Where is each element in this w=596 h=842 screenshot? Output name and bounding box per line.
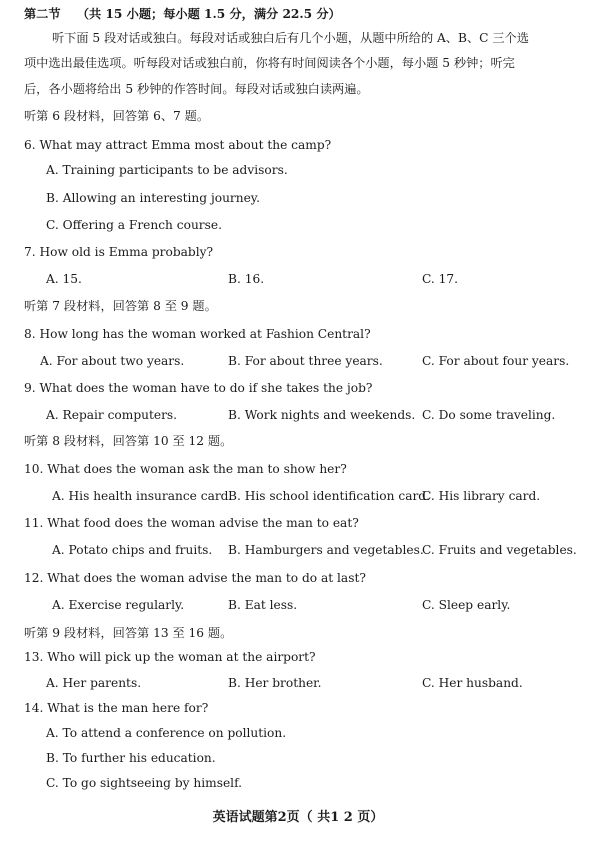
question-6-option-a: A. Training participants to be advisors. — [46, 163, 288, 177]
question-7-option-c: C. 17. — [422, 272, 459, 286]
question-7-option-b: B. 16. — [228, 272, 265, 286]
section-description: （共 15 小题；每小题 1.5 分，满分 22.5 分） — [76, 7, 341, 21]
question-11-option-c: C. Fruits and vegetables. — [422, 543, 577, 557]
question-8-option-b: B. For about three years. — [228, 354, 383, 368]
question-13-option-c: C. Her husband. — [422, 676, 523, 690]
instruction-line-2: 项中选出最佳选项。听每段对话或独白前，你将有时间阅读各个小题，每小题 5 秒钟；听完 — [24, 56, 515, 70]
question-7-stem: 7. How old is Emma probably? — [24, 245, 214, 259]
instruction-line-3: 后，各小题将给出 5 秒钟的作答时间。每段对话或独白读两遍。 — [24, 82, 369, 96]
section-9-heading: 听第 9 段材料，回答第 13 至 16 题。 — [24, 626, 233, 640]
question-14-option-c: C. To go sightseeing by himself. — [46, 776, 243, 790]
question-8-option-c: C. For about four years. — [422, 354, 570, 368]
question-13-stem: 13. Who will pick up the woman at the airport? — [24, 650, 316, 664]
question-9-option-a: A. Repair computers. — [46, 408, 178, 422]
question-14-stem: 14. What is the man here for? — [24, 701, 209, 715]
question-14-option-a: A. To attend a conference on pollution. — [46, 726, 287, 740]
section-title: 第二节 — [24, 7, 61, 21]
question-8-option-a: A. For about two years. — [40, 354, 185, 368]
question-11-option-b: B. Hamburgers and vegetables. — [228, 543, 424, 557]
page-footer: 英语试题第2页（ 共1 2 页） — [212, 810, 384, 825]
question-14-option-b: B. To further his education. — [46, 751, 216, 765]
section-6-heading: 听第 6 段材料，回答第 6、7 题。 — [24, 109, 210, 123]
question-12-option-c: C. Sleep early. — [422, 598, 511, 612]
section-7-heading: 听第 7 段材料，回答第 8 至 9 题。 — [24, 299, 217, 313]
question-10-option-a: A. His health insurance card. — [52, 489, 233, 503]
question-7-option-a: A. 15. — [46, 272, 82, 286]
question-11-option-a: A. Potato chips and fruits. — [52, 543, 213, 557]
question-13-option-b: B. Her brother. — [228, 676, 322, 690]
question-8-stem: 8. How long has the woman worked at Fashion Central? — [24, 327, 371, 341]
question-6-option-b: B. Allowing an interesting journey. — [46, 191, 260, 205]
question-12-option-b: B. Eat less. — [228, 598, 298, 612]
question-10-option-c: C. His library card. — [422, 489, 541, 503]
question-12-stem: 12. What does the woman advise the man to do at last? — [24, 571, 366, 585]
question-9-stem: 9. What does the woman have to do if she takes the job? — [24, 381, 373, 395]
section-header — [24, 6, 341, 22]
question-13-option-a: A. Her parents. — [46, 676, 142, 690]
question-10-stem: 10. What does the woman ask the man to show her? — [24, 462, 347, 476]
question-12-option-a: A. Exercise regularly. — [52, 598, 185, 612]
question-6-stem: 6. What may attract Emma most about the camp? — [24, 138, 332, 152]
instruction-line-1: 听下面 5 段对话或独白。每段对话或独白后有几个小题，从题中所给的 A、B、C 三个选 — [52, 31, 529, 45]
section-8-heading: 听第 8 段材料，回答第 10 至 12 题。 — [24, 434, 233, 448]
question-6-option-c: C. Offering a French course. — [46, 218, 222, 232]
question-10-option-b: B. His school identification card. — [228, 489, 430, 503]
question-11-stem: 11. What food does the woman advise the man to eat? — [24, 516, 359, 530]
question-9-option-b: B. Work nights and weekends. — [228, 408, 416, 422]
question-9-option-c: C. Do some traveling. — [422, 408, 556, 422]
